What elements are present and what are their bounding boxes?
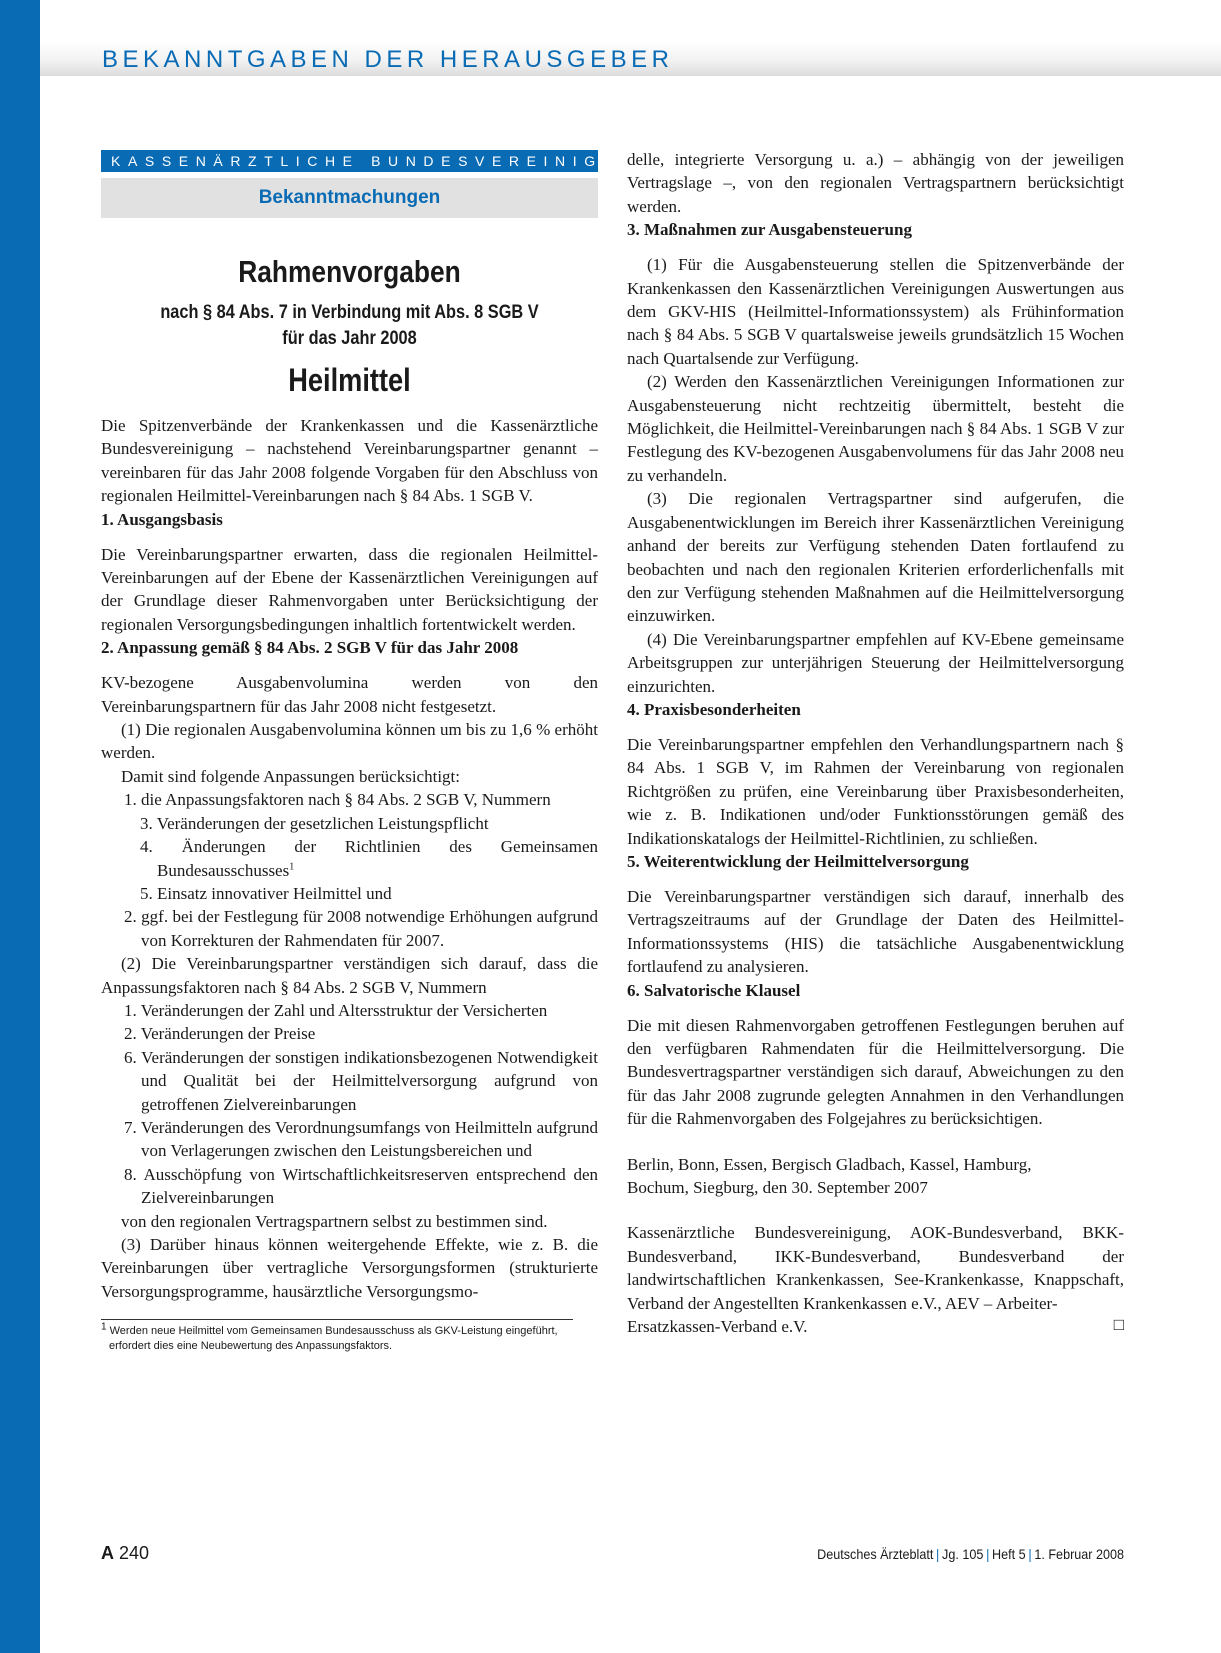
- place-date-line-1: Berlin, Bonn, Essen, Bergisch Gladbach, Kassel, Hamburg,: [627, 1154, 1032, 1174]
- section-6-body: Die mit diesen Rahmenvorgaben getroffenen Festlegungen beruhen auf den verfügbaren Rahmendaten für die Heilmittelversorgung. Die Bundesvertragspartner verständigen sich darauf, Abweichungen zu den für das Jahr 2008 zugrunde gelegten Annahmen in den Verhandlungen für die Rahmenvorgaben des Folgejahres zu berücksichtigen.: [627, 1015, 1124, 1129]
- journal-name: Deutsches Ärzteblatt: [817, 1546, 934, 1562]
- subtitle-line-2: für das Jahr 2008: [282, 328, 417, 349]
- section-header-bar: [40, 42, 1221, 76]
- list-item: 6. Veränderungen der sonstigen indikationsbezogenen Notwendigkeit und Qualität bei der Heilmittelversorgung aufgrund von getroffenen Zielvereinbarungen: [124, 1047, 598, 1114]
- section-3-paragraph: (2) Werden den Kassenärztlichen Vereinigungen Informationen zur Ausgabensteuerung nicht rechtzeitig übermittelt, besteht die Möglichkeit, die Heilmittel-Vereinbarungen nach § 84 Abs. 1 SGB V zur Festlegung des KV-bezogenen Ausgabenvolumens für das Jahr 2008 neu zu verhandeln.: [627, 372, 1124, 485]
- footer-separator: |: [936, 1546, 940, 1562]
- end-square-icon: □: [1113, 1315, 1124, 1335]
- section-3-paragraph: (3) Die regionalen Vertragspartner sind aufgerufen, die Ausgabenentwicklungen im Bereich ihrer Kassenärztlichen Vereinigung anhand der bereits zur Verfügung stehenden Daten fortlaufend zu beobachten und nach den regionalen Kriterien erforderlichenfalls mit den zur Verfügung stehenden Maßnahmen auf die Heilmittelversorgung einzuwirken.: [627, 489, 1124, 626]
- section-6-heading: 6. Salvatorische Klausel: [627, 980, 801, 1000]
- section-2-paragraph: (3) Darüber hinaus können weitergehende Effekte, wie z. B. die Vereinbarungen über vertragliche Versorgungsformen (strukturierte Versorgungsprogramme, hausärztliche Versorgungsmo-: [101, 1235, 598, 1301]
- footer-separator: |: [1028, 1546, 1032, 1562]
- journal-date: 1. Februar 2008: [1034, 1546, 1124, 1562]
- subtitle-line-1: nach § 84 Abs. 7 in Verbindung mit Abs. 8 SGB V: [160, 302, 539, 323]
- footnote-text: Werden neue Heilmittel vom Gemeinsamen Bundesausschuss als GKV-Leistung eingeführt, erfordert dies eine Neubewertung des Anpassungsfaktors.: [109, 1325, 558, 1353]
- document-subject: Heilmittel: [288, 362, 411, 398]
- continuation-paragraph: delle, integrierte Versorgung u. a.) – abhängig von der jeweiligen Vertragslage –, von den regionalen Vertragspartnern berücksichtigt werden.: [627, 150, 1124, 216]
- section-2-paragraph: Damit sind folgende Anpassungen berücksichtigt:: [121, 766, 460, 786]
- footer-separator: |: [986, 1546, 990, 1562]
- document-subtitle: [136, 300, 563, 352]
- list-item: 3. Veränderungen der gesetzlichen Leistungspflicht: [140, 813, 489, 833]
- list-item: 7. Veränderungen des Verordnungsumfangs von Heilmitteln aufgrund von Verlagerungen zwischen den Leistungsbereichen und: [124, 1117, 598, 1161]
- signatories-last-line: Ersatzkassen-Verband e.V.: [627, 1317, 808, 1337]
- left-column: [101, 150, 657, 1354]
- journal-issue: Heft 5: [992, 1546, 1026, 1562]
- page-number: [101, 1543, 149, 1564]
- list-item-text: 4. Änderungen der Richtlinien des Gemeinsamen Bundesausschusses: [140, 837, 598, 880]
- section-2-heading: 2. Anpassung gemäß § 84 Abs. 2 SGB V für das Jahr 2008: [101, 638, 519, 658]
- section-2-paragraph: (1) Die regionalen Ausgabenvolumina können um bis zu 1,6 % erhöht werden.: [101, 720, 598, 763]
- announcement-band: Bekanntmachungen: [101, 178, 598, 218]
- section-4-body: Die Vereinbarungspartner empfehlen den Verhandlungspartnern nach § 84 Abs. 1 SGB V, im Rahmen der Vereinbarung von regionalen Richtgrößen zu prüfen, eine Vereinbarung über Praxisbesonderheiten, wie z. B. Indikationen und/oder Funktionsstörungen gemäß des Indikationskatalogs der Heilmittel-Richtlinien, zu schließen.: [627, 734, 1124, 848]
- place-date-line-2: Bochum, Siegburg, den 30. September 2007: [627, 1178, 928, 1198]
- list-item: 2. ggf. bei der Festlegung für 2008 notwendige Erhöhungen aufgrund von Korrekturen der Rahmendaten für 2007.: [124, 907, 598, 950]
- journal-volume: Jg. 105: [942, 1546, 984, 1562]
- signatories-end: [627, 1315, 1124, 1338]
- section-1-heading: 1. Ausgangsbasis: [101, 509, 223, 529]
- intro-paragraph: Die Spitzenverbände der Krankenkassen und die Kassenärztliche Bundesvereinigung – nachstehend Vereinbarungspartner genannt – vereinbaren für das Jahr 2008 folgende Vorgaben für den Abschluss von regionalen Heilmittel-Vereinbarungen nach § 84 Abs. 1 SGB V.: [101, 416, 598, 506]
- section-title: BEKANNTGABEN DER HERAUSGEBER: [102, 46, 674, 73]
- list-item: 5. Einsatz innovativer Heilmittel und: [140, 883, 392, 903]
- section-2-paragraph: von den regionalen Vertragspartnern selbst zu bestimmen sind.: [121, 1211, 548, 1231]
- list-item: 1. die Anpassungsfaktoren nach § 84 Abs. 2 SGB V, Nummern: [124, 790, 551, 810]
- list-item: 8. Ausschöpfung von Wirtschaftlichkeitsreserven entsprechend den Zielvereinbarungen: [124, 1164, 598, 1208]
- section-3-paragraph: (4) Die Vereinbarungspartner empfehlen auf KV-Ebene gemeinsame Arbeitsgruppen zur unterjährigen Steuerung der Heilmittelversorgung einzurichten.: [627, 629, 1124, 696]
- section-5-body: Die Vereinbarungspartner verständigen sich darauf, innerhalb des Vertragszeitraums auf der Grundlage der Daten des Heilmittel-Informationssystems (HIS) die tatsächliche Ausgabenentwicklung fortlaufend zu analysieren.: [627, 886, 1124, 977]
- page-number-value: 240: [119, 1543, 150, 1563]
- section-2-paragraph: (2) Die Vereinbarungspartner verständigen sich darauf, dass die Anpassungsfaktoren nach § 84 Abs. 2 SGB V, Nummern: [101, 954, 598, 997]
- list-item: [101, 835, 598, 882]
- document-title: Rahmenvorgaben: [238, 254, 461, 289]
- page-letter: A: [101, 1543, 114, 1563]
- footnote-divider: [101, 1319, 573, 1320]
- section-1-body: Die Vereinbarungspartner erwarten, dass die regionalen Heilmittel-Vereinbarungen auf der Ebene der Kassenärztlichen Vereinigungen auf der Grundlage dieser Rahmenvorgaben unter Berücksichtigung der regionalen Versorgungsbedingungen inhaltlich fortentwickelt werden.: [101, 544, 598, 634]
- section-3-heading: 3. Maßnahmen zur Ausgabensteuerung: [627, 220, 912, 240]
- section-3-paragraph: (1) Für die Ausgabensteuerung stellen die Spitzenverbände der Krankenkassen den Kassenärztlichen Vereinigungen Auswertungen aus dem GKV-HIS (Heilmittel-Informationssystem) als Frühinformation nach § 84 Abs. 5 SGB V quartalsweise jeweils grundsätzlich 15 Wochen nach Quartalsende zur Verfügung.: [627, 255, 1124, 368]
- footnote-marker: 1: [289, 860, 295, 872]
- footnote: [101, 1321, 598, 1354]
- right-column: [627, 148, 1124, 1338]
- blue-spine-bar: [0, 0, 40, 1653]
- section-4-heading: 4. Praxisbesonderheiten: [627, 699, 801, 719]
- org-band: KASSENÄRZTLICHE BUNDESVEREINIGUNG: [101, 150, 598, 172]
- list-item: 1. Veränderungen der Zahl und Altersstruktur der Versicherten: [124, 1000, 548, 1020]
- journal-footer: [817, 1546, 1124, 1562]
- section-5-heading: 5. Weiterentwicklung der Heilmittelversorgung: [627, 851, 969, 871]
- list-item: 2. Veränderungen der Preise: [124, 1024, 316, 1044]
- signatories: Kassenärztliche Bundesvereinigung, AOK-Bundesverband, BKK-Bundesverband, IKK-Bundesverband, Bundesverband der landwirtschaftlichen Krankenkassen, See-Krankenkasse, Knappschaft, Verband der Angestellten Krankenkassen e.V., AEV – Arbeiter-: [627, 1223, 1124, 1313]
- footnote-number: 1: [101, 1321, 107, 1333]
- place-date: [627, 1153, 1124, 1200]
- section-2-paragraph: KV-bezogene Ausgabenvolumina werden von den Vereinbarungspartnern für das Jahr 2008 nicht festgesetzt.: [101, 673, 598, 716]
